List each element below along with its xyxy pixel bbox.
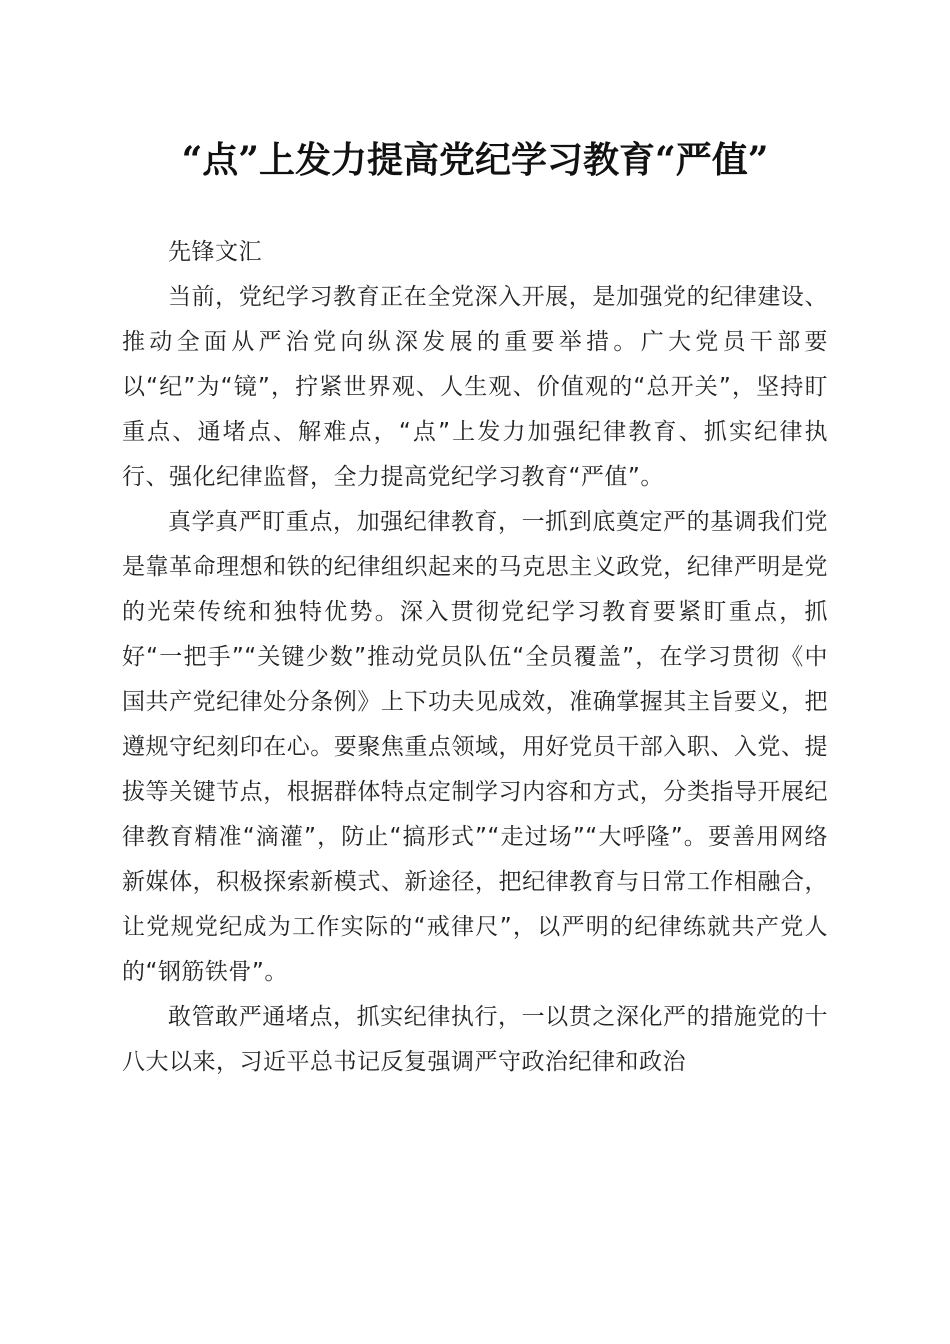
document-title: “点”上发力提高党纪学习教育“严值” — [181, 139, 769, 181]
paragraph: 当前，党纪学习教育正在全党深入开展，是加强党的纪律建设、推动全面从严治党向纵深发展的重要举措。广大党员干部要以“纪”为“镜”，拧紧世界观、人生观、价值观的“总开关”，坚持盯重点、通堵点、解难点，“点”上发力加强纪律教育、抓实纪律执行、强化纪律监督，全力提高党纪学习教育“严值”。 — [122, 284, 828, 490]
document-body — [122, 230, 828, 1085]
paragraph: 真学真严盯重点，加强纪律教育，一抓到底奠定严的基调我们党是靠革命理想和铁的纪律组织起来的马克思主义政党，纪律严明是党的光荣传统和独特优势。深入贯彻党纪学习教育要紧盯重点，抓好“一把手”“关键少数”推动党员队伍“全员覆盖”，在学习贯彻《中国共产党纪律处分条例》上下功夫见成效，准确掌握其主旨要义，把遵规守纪刻印在心。要聚焦重点领域，用好党员干部入职、入党、提拔等关键节点，根据群体特点定制学习内容和方式，分类指导开展纪律教育精准“滴灌”，防止“搞形式”“走过场”“大呼隆”。要善用网络新媒体，积极探索新模式、新途径，把纪律教育与日常工作相融合，让党规党纪成为工作实际的“戒律尺”，以严明的纪律练就共产党人的“钢筋铁骨”。 — [122, 509, 828, 985]
paragraph: 敢管敢严通堵点，抓实纪律执行，一以贯之深化严的措施党的十八大以来，习近平总书记反复强调严守政治纪律和政治 — [122, 1004, 828, 1075]
author-line: 先锋文汇 — [168, 239, 262, 265]
